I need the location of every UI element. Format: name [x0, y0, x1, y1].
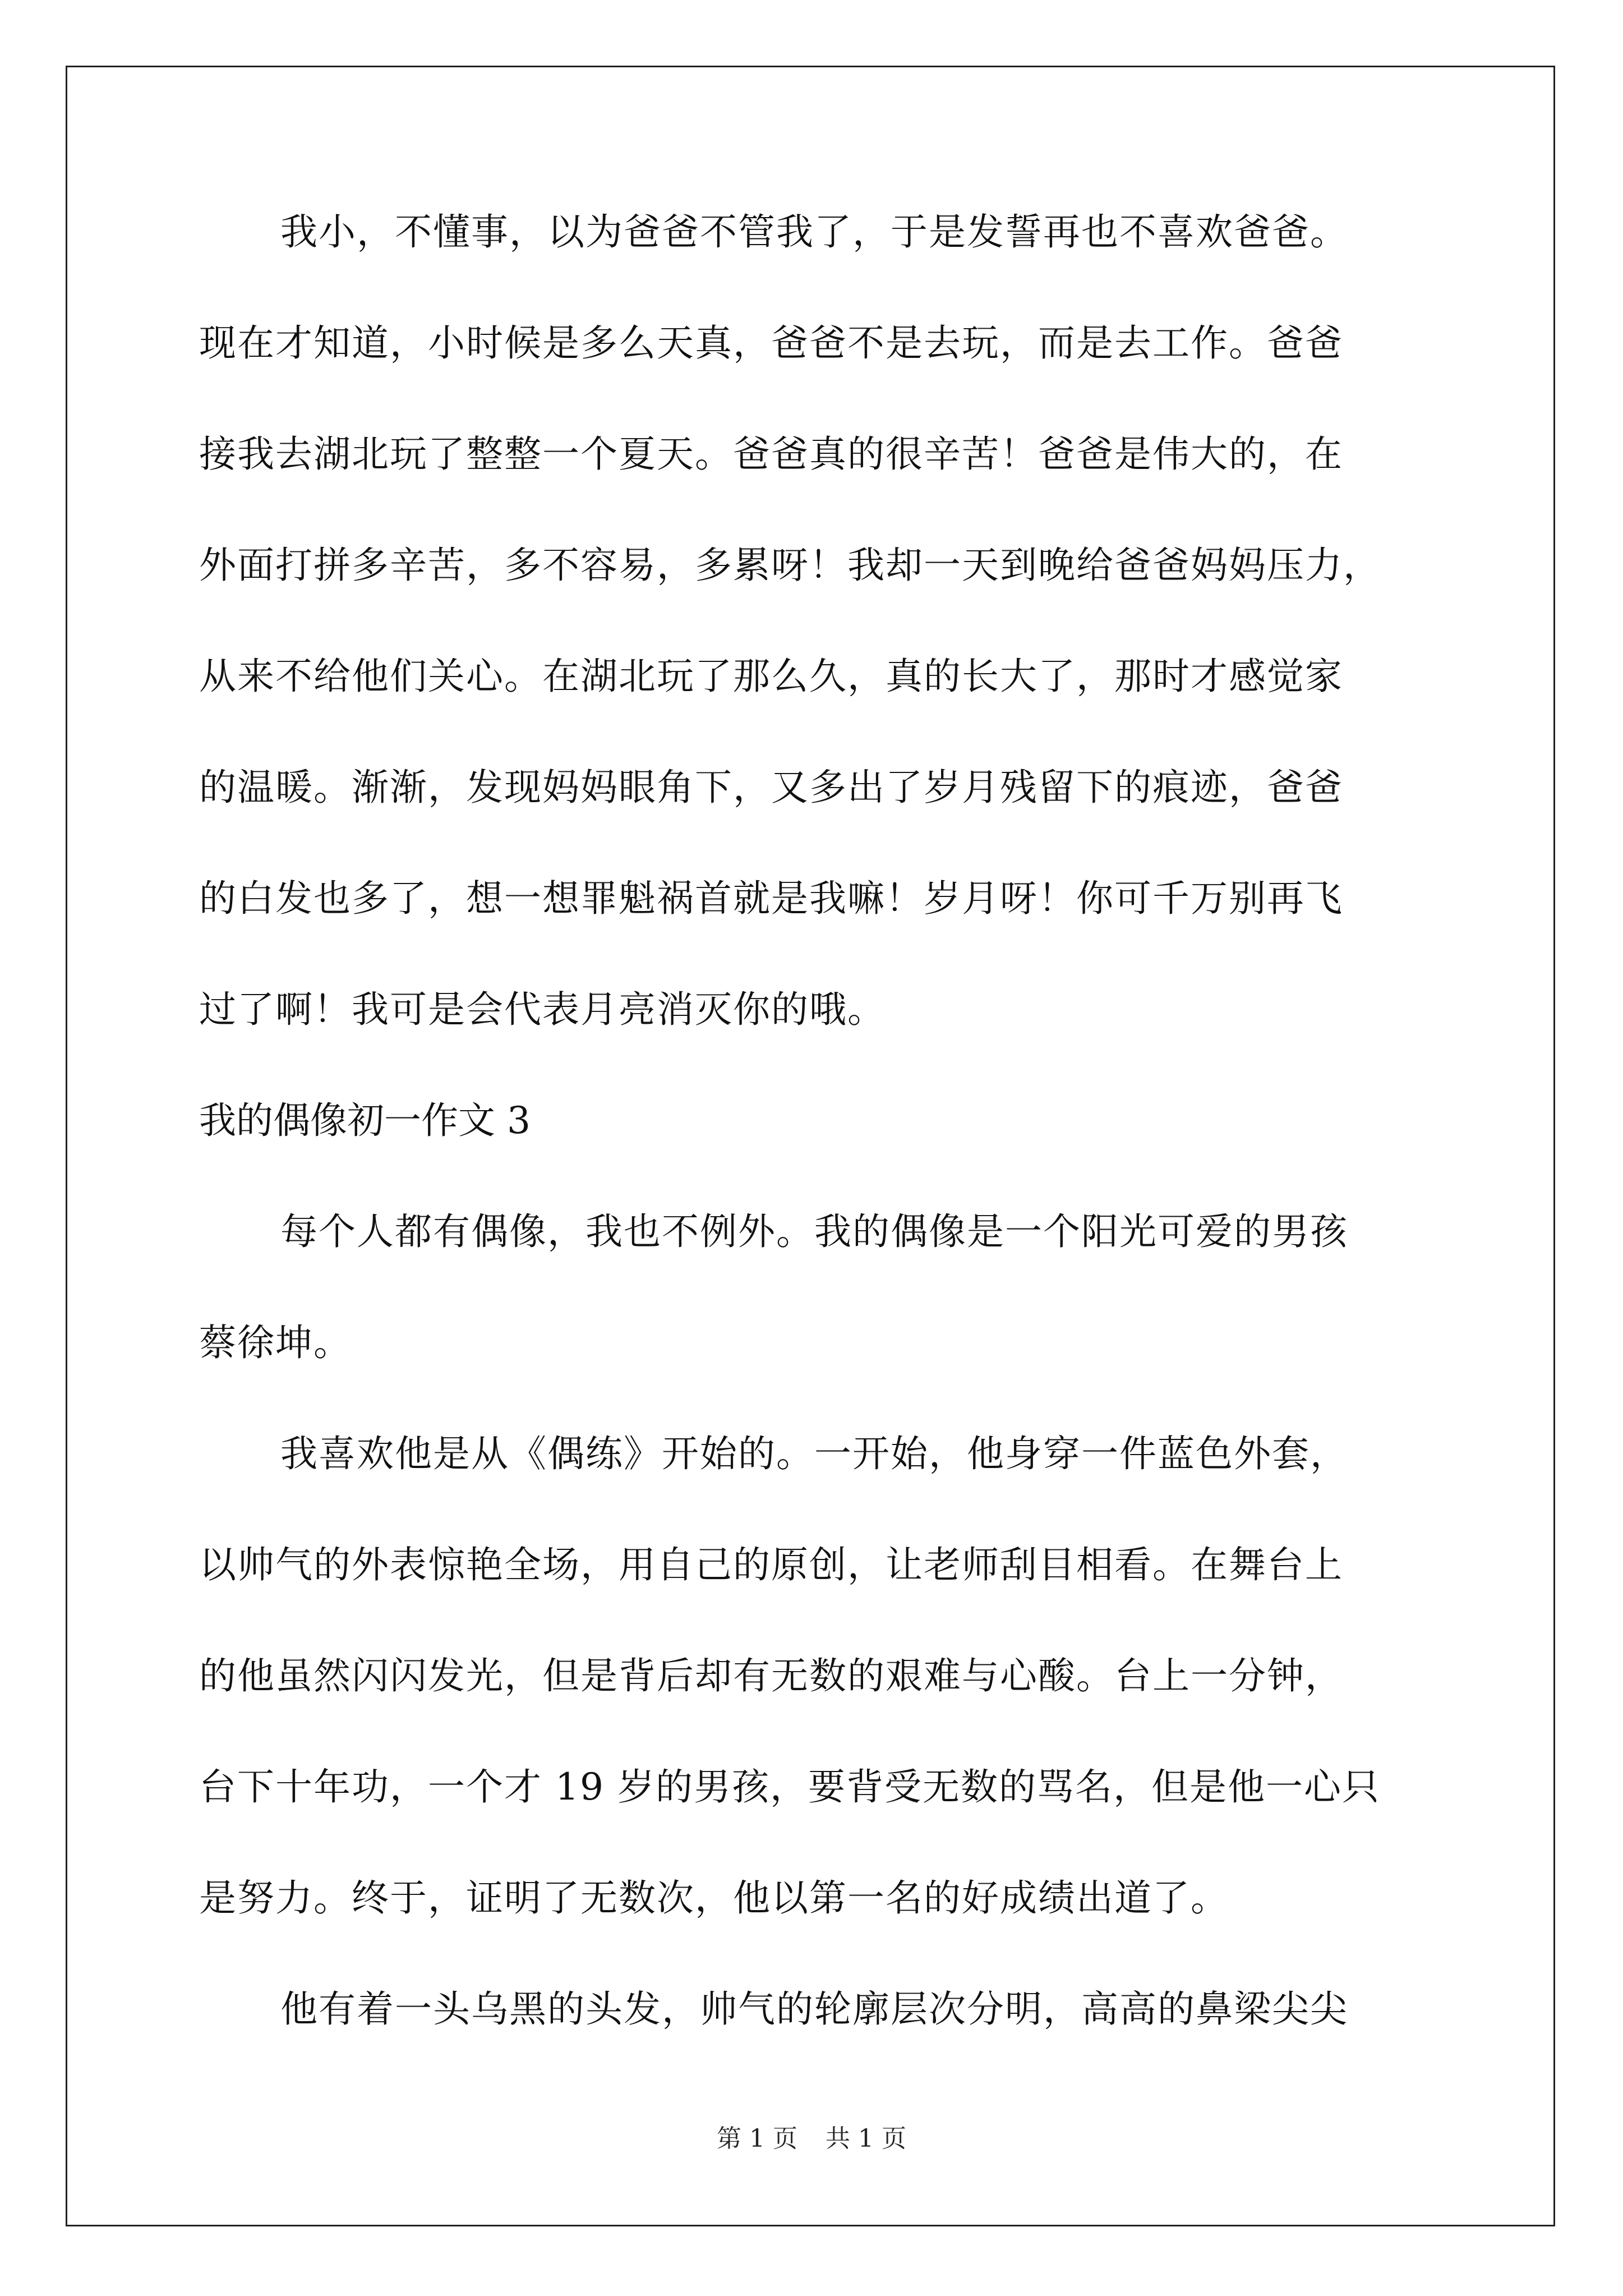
- paragraph-line: 蔡徐坤。: [199, 1321, 352, 1364]
- paragraph-line: 每个人都有偶像，我也不例外。我的偶像是一个阳光可爱的男孩: [280, 1210, 1348, 1253]
- page-number: 第 1 页: [717, 2124, 797, 2153]
- paragraph-line: 过了啊！我可是会代表月亮消灭你的哦。: [199, 988, 886, 1031]
- paragraph-line: 他有着一头乌黑的头发，帅气的轮廓层次分明，高高的鼻梁尖尖: [280, 1987, 1348, 2031]
- paragraph-line: 的温暖。渐渐，发现妈妈眼角下，又多出了岁月残留下的痕迹，爸爸: [199, 766, 1343, 809]
- paragraph-line: 以帅气的外表惊艳全场，用自己的原创，让老师刮目相看。在舞台上: [199, 1543, 1343, 1586]
- page-total: 共 1 页: [826, 2124, 906, 2153]
- paragraph-line: 台下十年功，一个才 19 岁的男孩，要背受无数的骂名，但是他一心只: [199, 1765, 1380, 1809]
- document-body: [199, 209, 1458, 2097]
- section-heading: 我的偶像初一作文 3: [199, 1099, 531, 1142]
- paragraph-line: 接我去湖北玩了整整一个夏天。爸爸真的很辛苦！爸爸是伟大的，在: [199, 432, 1343, 476]
- paragraph-line: 现在才知道，小时候是多么天真，爸爸不是去玩，而是去工作。爸爸: [199, 321, 1343, 365]
- paragraph-line: 从来不给他们关心。在湖北玩了那么久，真的长大了，那时才感觉家: [199, 655, 1343, 698]
- paragraph-line: 外面打拼多辛苦，多不容易，多累呀！我却一天到晚给爸爸妈妈压力，: [199, 544, 1381, 587]
- paragraph-line: 我小，不懂事，以为爸爸不管我了，于是发誓再也不喜欢爸爸。: [280, 210, 1348, 254]
- paragraph-line: 的白发也多了，想一想罪魁祸首就是我嘛！岁月呀！你可千万别再飞: [199, 877, 1343, 920]
- paragraph-line: 我喜欢他是从《偶练》开始的。一开始，他身穿一件蓝色外套，: [280, 1432, 1348, 1475]
- paragraph-line: 是努力。终于，证明了无数次，他以第一名的好成绩出道了。: [199, 1876, 1229, 1920]
- page-footer: [0, 2123, 1623, 2155]
- paragraph-line: 的他虽然闪闪发光，但是背后却有无数的艰难与心酸。台上一分钟，: [199, 1654, 1343, 1697]
